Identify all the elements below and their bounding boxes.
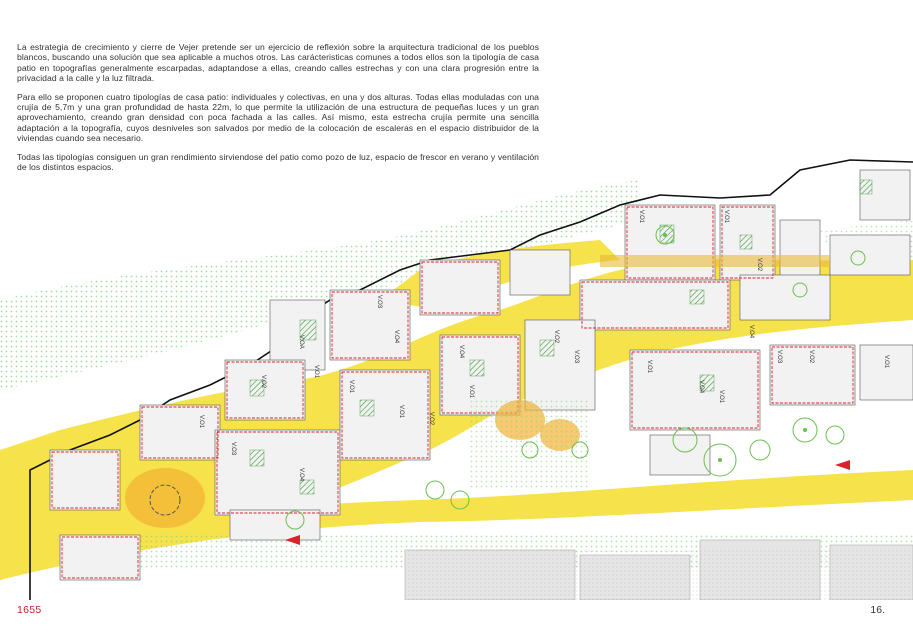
- typology-label: V.O3: [230, 442, 236, 456]
- typology-label: V.O2: [808, 350, 814, 364]
- typology-label: V.O4: [393, 330, 399, 344]
- typology-label: V.O2: [553, 330, 559, 344]
- site-plan: [0, 150, 913, 600]
- park-dots: [470, 400, 590, 490]
- typology-label: V.O3: [776, 350, 782, 364]
- typology-label: V.OA: [298, 335, 304, 349]
- typology-label: V.O1: [398, 405, 404, 419]
- typology-label: V.O4: [458, 345, 464, 359]
- typology-label: V.O1: [723, 210, 729, 224]
- typology-label: V.O3: [573, 350, 579, 364]
- typology-label: V.O1: [638, 210, 644, 224]
- page-number: 16.: [870, 604, 885, 616]
- typology-label: V.O1: [718, 390, 724, 404]
- paragraph-3: Todas las tipologías consiguen un gran rendimiento sirviendose del patio como pozo de luz, espacio de frescor en verano y ventilación de los distintos espacios.: [17, 151, 539, 173]
- typology-label: V.O2: [756, 258, 762, 272]
- grove-stripes: [600, 255, 830, 267]
- typology-label: V.O2: [260, 375, 266, 389]
- typology-label: V.O3: [376, 295, 382, 309]
- page-code: 1655: [17, 604, 42, 616]
- typology-label: V.O2: [428, 412, 434, 426]
- paragraph-1: La estrategia de crecimiento y cierre de Vejer pretende ser un ejercicio de reflexión sobre la arquitectura tradicional de los pueblos blancos, buscando una solución que sea aplicable a muchos otros. Las carácteristicas comunes a todos ellos son la tipología de casa patio en topografías generalmente escarpadas, adaptandose a ellas, creando calles estrechas y con una clara progresión entre la privacidad a la calle y la luz filtrada.: [17, 42, 539, 84]
- typology-label: V.O1: [198, 415, 204, 429]
- paragraph-2: Para ello se proponen cuatro tipologías de casa patio: individuales y colectivas, en una y dos alturas. Todas ellas moduladas con una crujía de 5,7m y una gran profundidad de hasta 22m, lo que permite la utilización de una estructura de pequeñas luces y un gran aprovechamiento, creando gran densidad con poca fachada a las calles. Así mismo, esta estrecha crujía permite una sencilla adaptación a la topografía, cuyos desniveles son salvados por medio de la colocación de escaleras en el espacio distribuidor de la viviendas cuando sea necesario.: [17, 91, 539, 144]
- red-arrow-right: [835, 460, 850, 470]
- typology-label: V.O4: [298, 468, 304, 482]
- plaza-orange: [125, 468, 205, 528]
- typology-label: V.O4: [748, 325, 754, 339]
- typology-label: V.O1: [468, 385, 474, 399]
- typology-label: V.O1: [348, 380, 354, 394]
- typology-label: V.O1: [646, 360, 652, 374]
- typology-label: V.O4: [698, 380, 704, 394]
- typology-label: V.O1: [313, 365, 319, 379]
- typology-label: V.O1: [883, 355, 889, 369]
- lower-dots: [405, 550, 913, 600]
